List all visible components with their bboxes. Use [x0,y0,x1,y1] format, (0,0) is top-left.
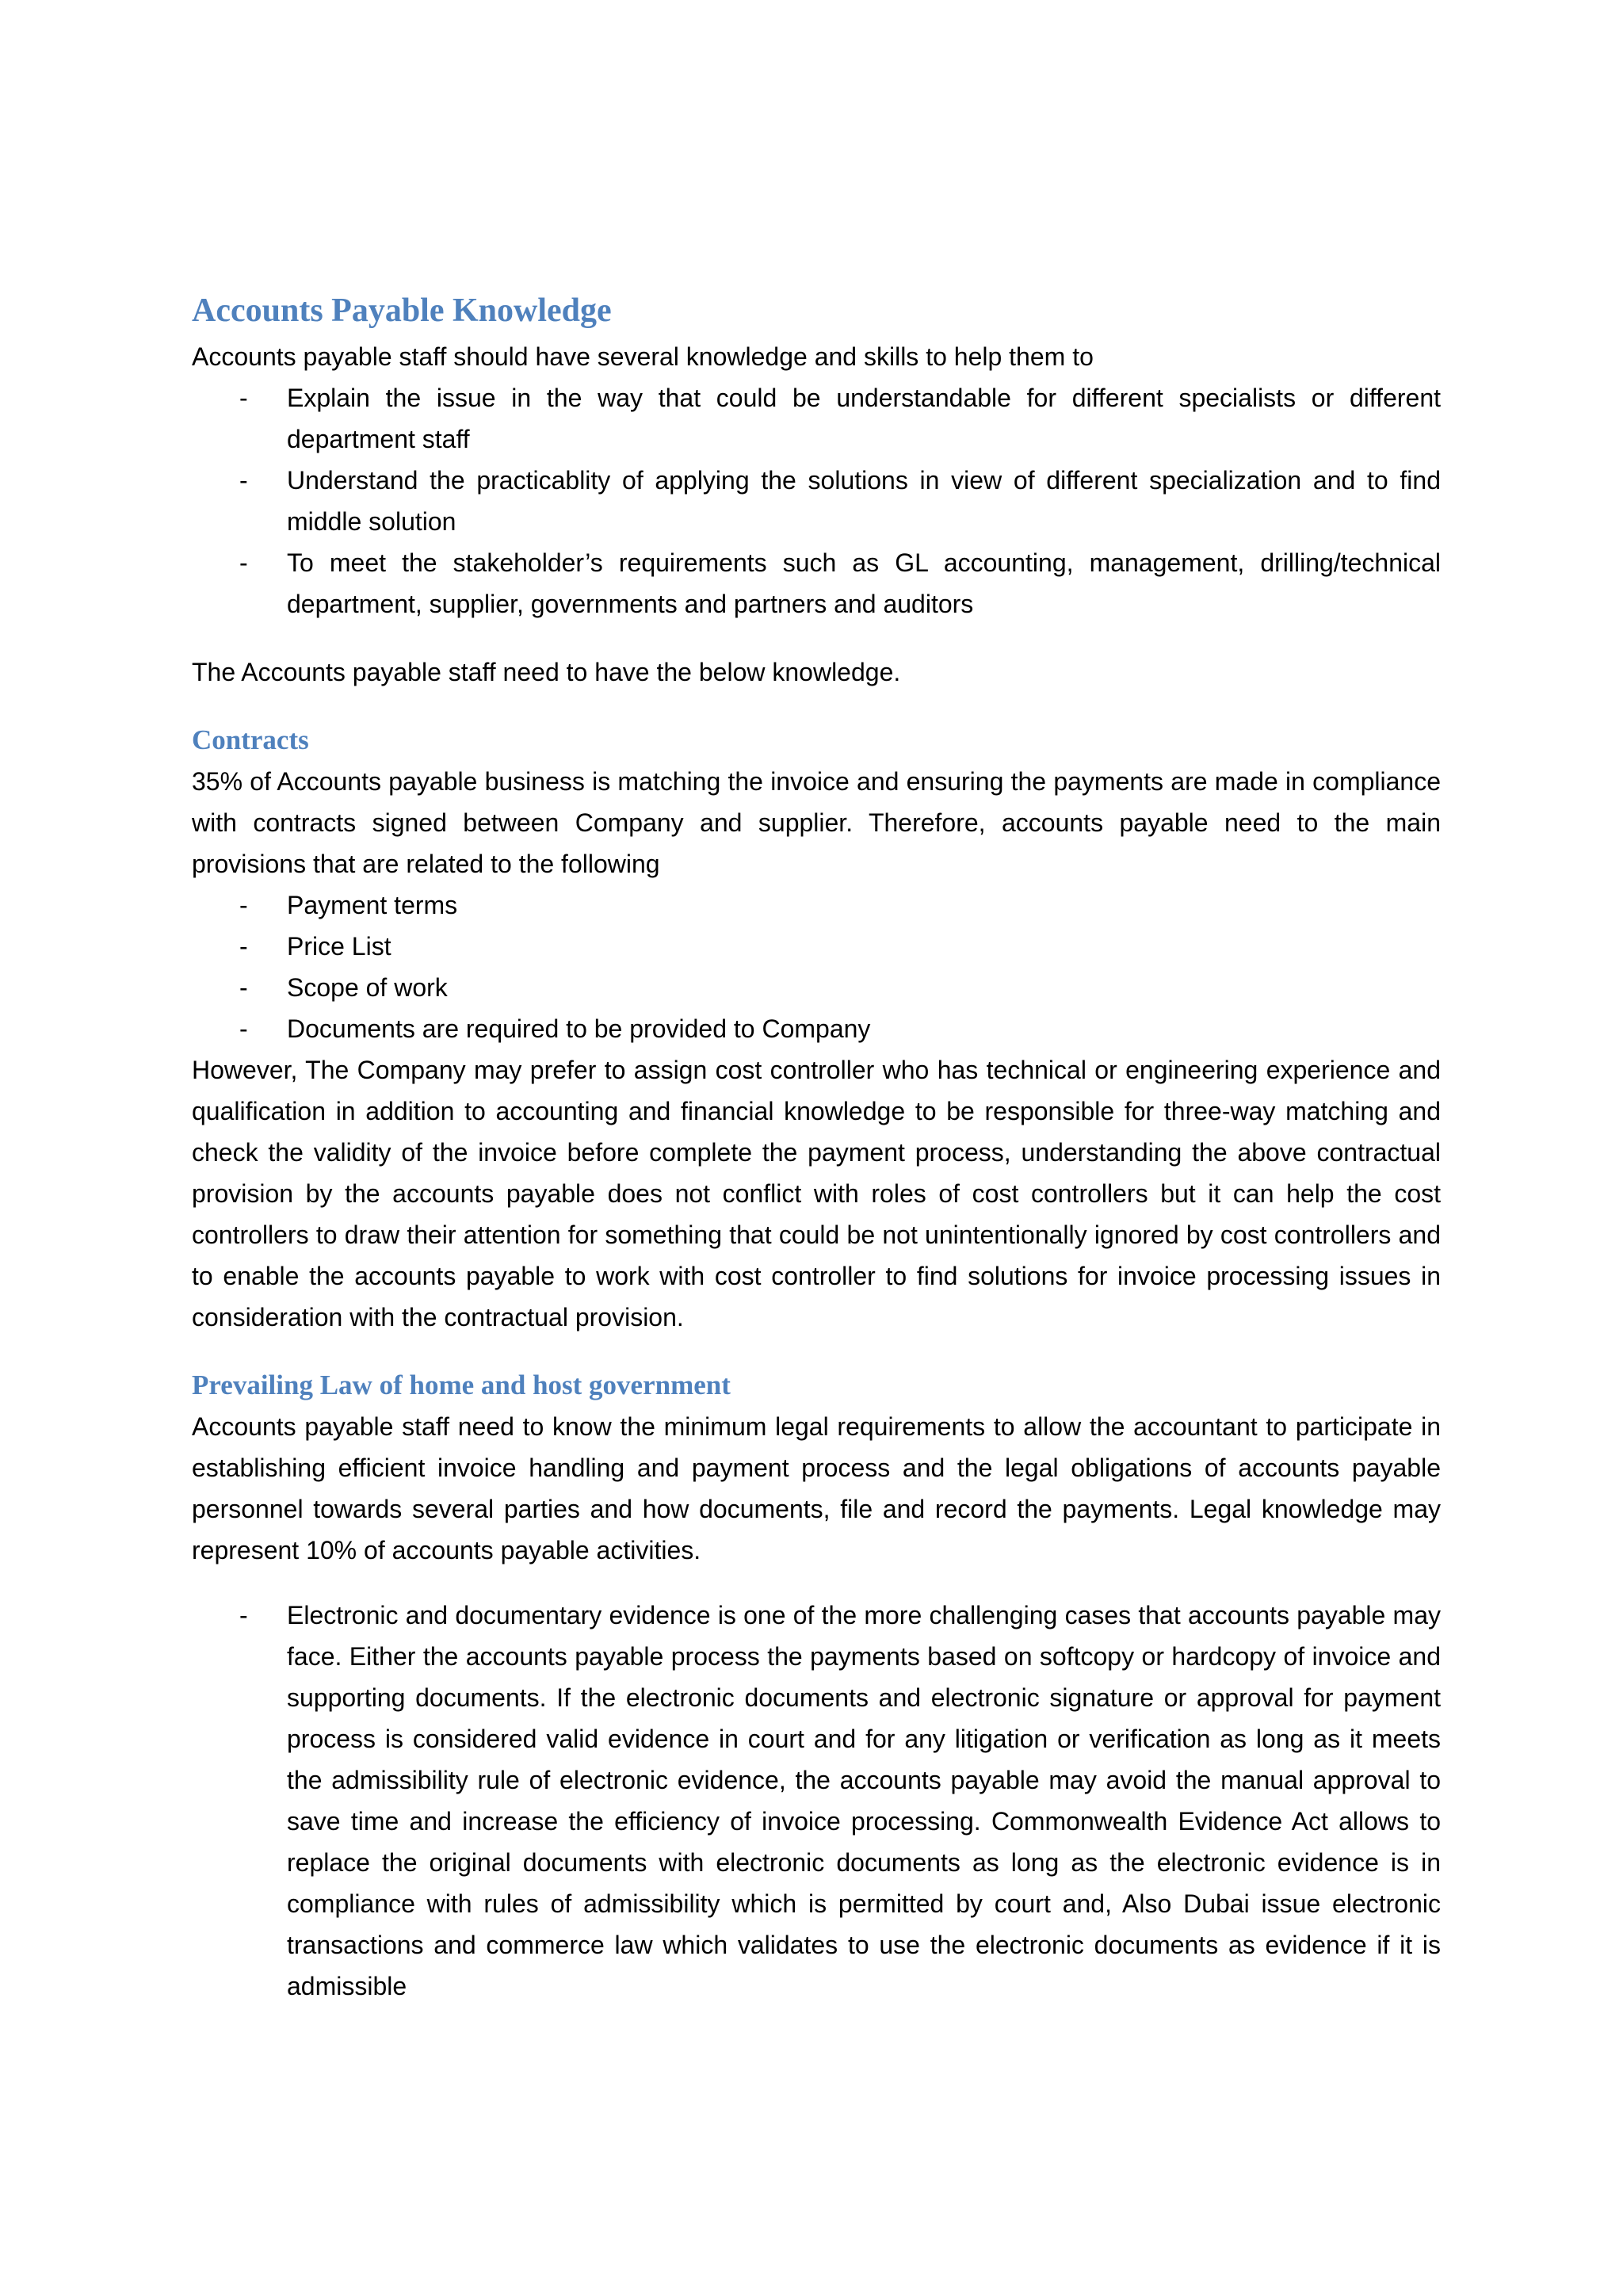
dash-bullet-icon: - [239,932,248,961]
bullet-item [192,967,1441,1008]
section1-intro: Accounts payable staff should have several knowledge and skills to help them to [192,342,1094,371]
spacer [192,625,1441,651]
bullet-item [192,1595,1441,2007]
section-title-contracts: Contracts [192,724,309,755]
bullet-text: To meet the stakeholder’s requirements such as GL accounting, management, drilling/technical department, supplier, governments and partners and auditors [287,548,1441,618]
bullet-text: Payment terms [287,891,458,919]
bullet-item [192,884,1441,926]
bullet-item [192,542,1441,625]
section1-bullet-list [192,377,1441,625]
contracts-intro: 35% of Accounts payable business is matching the invoice and ensuring the payments are made in compliance with contracts signed between Company and supplier. Therefore, accounts payable need to the main provisions that are related to the following [192,767,1441,878]
bullet-item [192,926,1441,967]
bullet-item [192,377,1441,460]
bullet-text: Understand the practicablity of applying the solutions in view of different specialization and to find middle solution [287,466,1441,536]
spacer [192,1338,1441,1365]
bullet-text: Electronic and documentary evidence is one of the more challenging cases that accounts payable may face. Either the accounts payable process the payments based on softcopy or hardcopy of invoice and supporting documents. If the electronic documents and electronic signature or approval for payment process is considered valid evidence in court and for any litigation or verification as long as it meets the admissibility rule of electronic evidence, the accounts payable may avoid the manual approval to save time and increase the efficiency of invoice processing. Commonwealth Evidence Act allows to replace the original documents with electronic documents as long as the electronic evidence is in compliance with rules of admissibility which is permitted by court and, Also Dubai issue electronic transactions and commerce law which validates to use the electronic documents as evidence if it is admissible [287,1601,1441,2000]
bullet-text: Documents are required to be provided to Company [287,1014,871,1043]
law-intro: Accounts payable staff need to know the minimum legal requirements to allow the accountant to participate in establishing efficient invoice handling and payment process and the legal obligations of accounts payable personnel towards several parties and how documents, file and record the payments. Legal knowledge may represent 10% of accounts payable activities. [192,1412,1441,1564]
dash-bullet-icon: - [239,548,248,577]
section-title-prevailing-law: Prevailing Law of home and host government [192,1370,731,1400]
dash-bullet-icon: - [239,973,248,1002]
document-page [192,285,1441,2007]
contracts-bullet-list [192,884,1441,1049]
dash-bullet-icon: - [239,1014,248,1043]
contracts-body: However, The Company may prefer to assign cost controller who has technical or engineering experience and qualification in addition to accounting and financial knowledge to be responsible for three-way matching and check the validity of the invoice before complete the payment process, understanding the above contractual provision by the accounts payable does not conflict with roles of cost controllers but it can help the cost controllers to draw their attention for something that could be not unintentionally ignored by cost controllers and to enable the accounts payable to work with cost controller to find solutions for invoice processing issues in consideration with the contractual provision. [192,1056,1441,1331]
spacer [192,693,1441,720]
law-bullet-list [192,1595,1441,2007]
section1-closing: The Accounts payable staff need to have the below knowledge. [192,658,901,686]
bullet-text: Scope of work [287,973,448,1002]
bullet-item [192,460,1441,542]
dash-bullet-icon: - [239,466,248,495]
bullet-item [192,1008,1441,1049]
bullet-text: Price List [287,932,391,961]
spacer [192,1571,1441,1595]
dash-bullet-icon: - [239,891,248,919]
dash-bullet-icon: - [239,1601,248,1629]
section-title-accounts-payable-knowledge: Accounts Payable Knowledge [192,292,612,329]
dash-bullet-icon: - [239,384,248,412]
bullet-text: Explain the issue in the way that could be understandable for different specialists or different department staff [287,384,1441,453]
